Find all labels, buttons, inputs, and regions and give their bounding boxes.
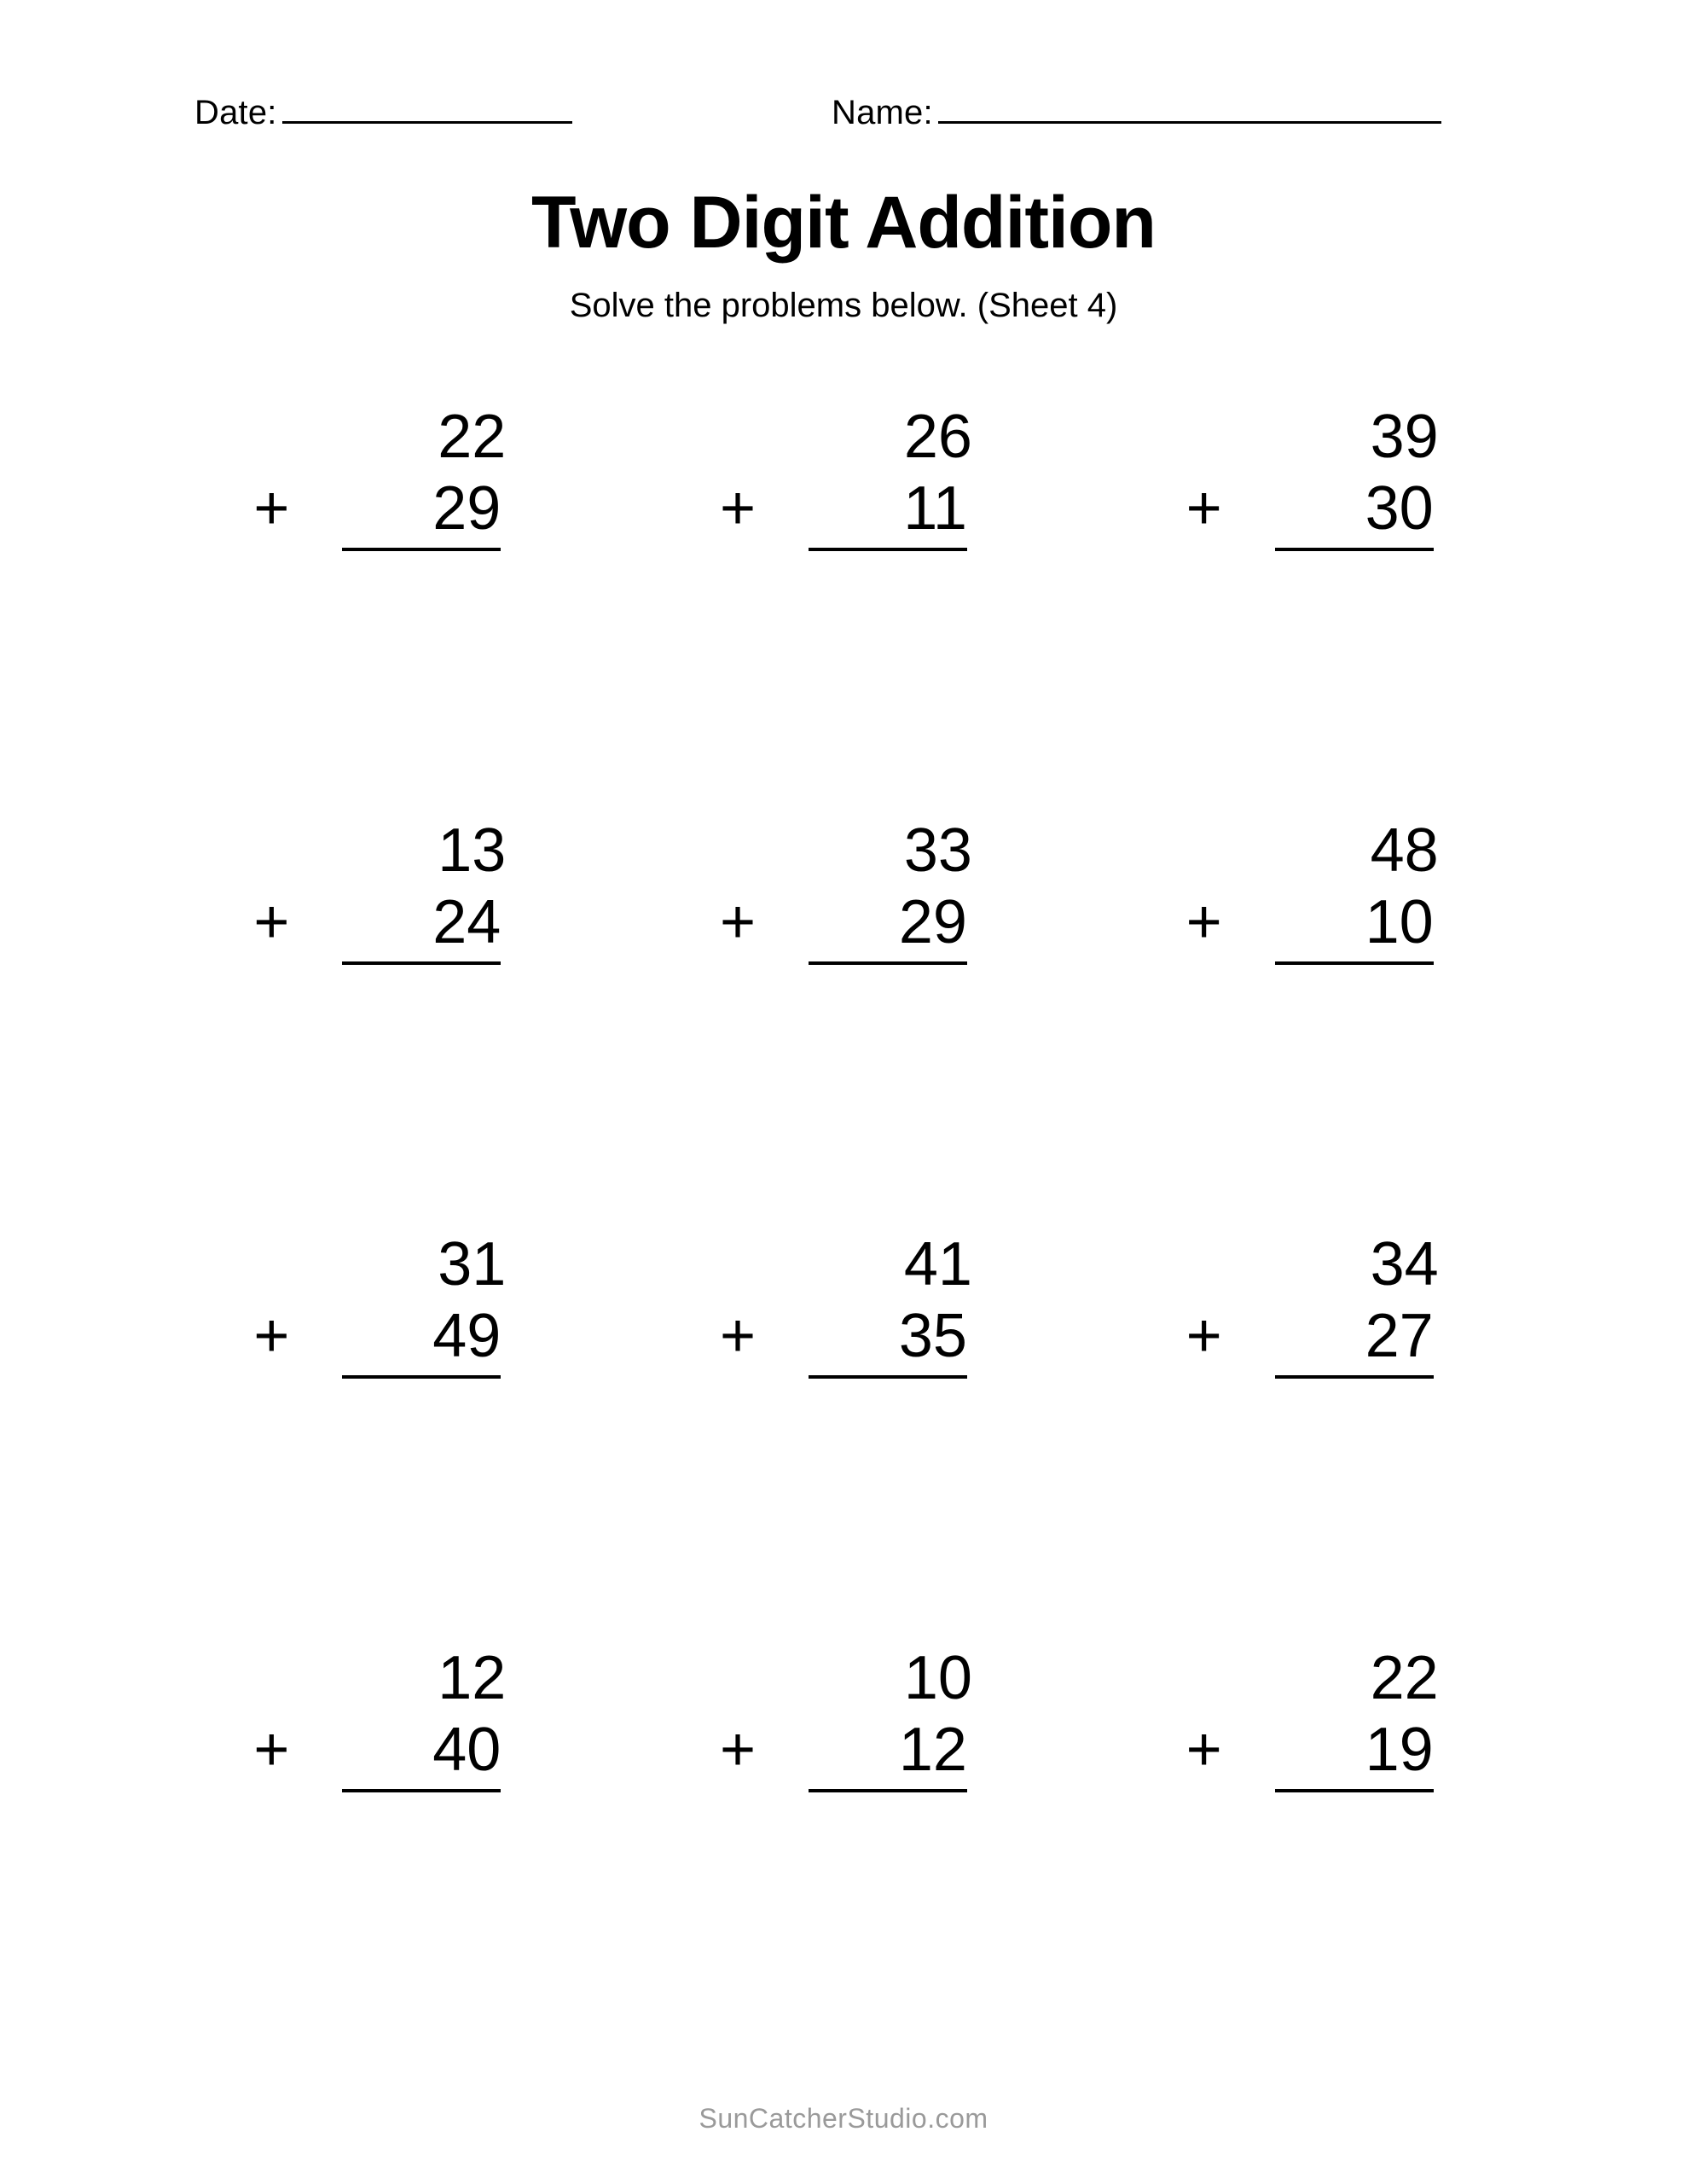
addend-bottom-row	[1183, 473, 1439, 544]
plus-operator: +	[1186, 888, 1222, 956]
date-field[interactable]	[194, 94, 572, 132]
addition-problem	[716, 1642, 972, 1792]
addend-top: 10	[903, 1644, 972, 1712]
answer-rule	[1275, 961, 1434, 965]
addend-bottom-row	[1183, 1300, 1439, 1372]
addend-top: 31	[438, 1230, 507, 1298]
addend-bottom: 40	[432, 1716, 501, 1784]
page-subtitle: Solve the problems below. (Sheet 4)	[569, 287, 1118, 324]
answer-rule	[342, 1789, 501, 1792]
plus-operator: +	[253, 474, 290, 543]
name-field[interactable]	[832, 94, 1441, 132]
addend-bottom-row	[1183, 886, 1439, 958]
addition-problem	[250, 1642, 506, 1792]
addition-problem	[1183, 1642, 1439, 1792]
plus-operator: +	[719, 474, 757, 543]
addend-bottom: 30	[1365, 474, 1434, 543]
plus-operator: +	[719, 1716, 757, 1784]
problem-cell	[145, 1228, 612, 1642]
plus-operator: +	[719, 1302, 757, 1370]
problem-cell	[612, 1642, 1078, 2056]
date-write-line[interactable]	[282, 96, 572, 124]
plus-operator: +	[253, 1716, 290, 1784]
answer-rule	[809, 1789, 967, 1792]
addend-top: 39	[1370, 403, 1439, 471]
answer-rule	[809, 961, 967, 965]
answer-rule	[1275, 1375, 1434, 1379]
addition-problem	[716, 815, 972, 965]
addend-bottom-row	[716, 1300, 972, 1372]
name-label: Name:	[832, 94, 933, 131]
addition-problem	[250, 1228, 506, 1379]
addend-top: 12	[438, 1644, 507, 1712]
addition-problem	[1183, 815, 1439, 965]
addend-bottom-row	[716, 473, 972, 544]
addend-top: 41	[903, 1230, 972, 1298]
answer-rule	[809, 548, 967, 551]
problem-cell	[612, 401, 1078, 815]
problem-cell	[1077, 815, 1544, 1228]
addend-top: 48	[1370, 816, 1439, 885]
answer-rule	[1275, 1789, 1434, 1792]
page-title: Two Digit Addition	[531, 182, 1156, 264]
addend-top: 26	[903, 403, 972, 471]
addend-bottom: 24	[432, 888, 501, 956]
problem-grid	[145, 401, 1544, 2056]
addend-bottom-row	[1183, 1714, 1439, 1786]
answer-rule	[1275, 548, 1434, 551]
answer-rule	[809, 1375, 967, 1379]
addition-problem	[1183, 1228, 1439, 1379]
addend-bottom: 49	[432, 1302, 501, 1370]
plus-operator: +	[1186, 474, 1222, 543]
date-label: Date:	[194, 94, 277, 131]
problem-cell	[1077, 401, 1544, 815]
addend-bottom: 11	[903, 474, 967, 543]
plus-operator: +	[719, 888, 757, 956]
name-write-line[interactable]	[938, 96, 1441, 124]
addend-bottom-row	[250, 473, 506, 544]
plus-operator: +	[1186, 1302, 1222, 1370]
addition-problem	[250, 815, 506, 965]
plus-operator: +	[253, 888, 290, 956]
addend-bottom: 27	[1365, 1302, 1434, 1370]
addend-bottom: 12	[898, 1716, 967, 1784]
addend-bottom-row	[250, 1714, 506, 1786]
addend-bottom-row	[716, 886, 972, 958]
addend-top: 34	[1370, 1230, 1439, 1298]
addition-problem	[1183, 401, 1439, 551]
problem-cell	[1077, 1228, 1544, 1642]
addend-bottom-row	[250, 1300, 506, 1372]
problem-cell	[612, 1228, 1078, 1642]
addend-bottom: 29	[898, 888, 967, 956]
header	[0, 94, 1687, 145]
footer-credit: SunCatcherStudio.com	[699, 2103, 988, 2134]
answer-rule	[342, 1375, 501, 1379]
addend-top: 33	[903, 816, 972, 885]
addition-problem	[716, 401, 972, 551]
addition-problem	[716, 1228, 972, 1379]
plus-operator: +	[1186, 1716, 1222, 1784]
problem-cell	[612, 815, 1078, 1228]
problem-cell	[145, 401, 612, 815]
addend-bottom-row	[716, 1714, 972, 1786]
problem-cell	[1077, 1642, 1544, 2056]
addend-bottom: 10	[1365, 888, 1434, 956]
problem-cell	[145, 1642, 612, 2056]
addend-top: 13	[438, 816, 507, 885]
addend-top: 22	[1370, 1644, 1439, 1712]
answer-rule	[342, 548, 501, 551]
problem-cell	[145, 815, 612, 1228]
answer-rule	[342, 961, 501, 965]
addend-bottom: 19	[1365, 1716, 1434, 1784]
addend-bottom: 35	[898, 1302, 967, 1370]
addition-problem	[250, 401, 506, 551]
addend-bottom-row	[250, 886, 506, 958]
addend-bottom: 29	[432, 474, 501, 543]
plus-operator: +	[253, 1302, 290, 1370]
addend-top: 22	[438, 403, 507, 471]
